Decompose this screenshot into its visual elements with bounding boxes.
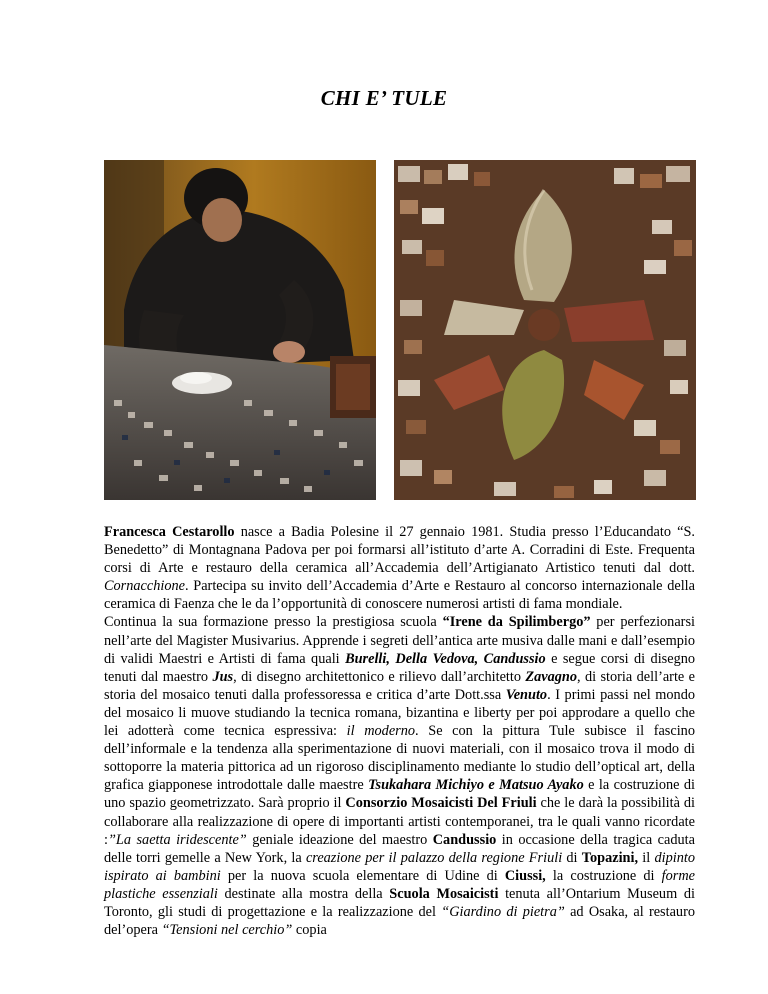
text-run-bold-italic: Matsuo Ayako	[499, 777, 584, 794]
text-run: di	[562, 849, 582, 866]
text-run: per la nuova scuola elementare di Udine di	[220, 867, 505, 884]
text-run: il	[638, 849, 655, 866]
text-run: che le darà la possibilità di collaborare alla realizzazione di opere di importanti artisti contemporanei, tra le quali vanno ricordate :	[104, 795, 696, 848]
text-run-bold-italic: e	[483, 777, 500, 794]
text-run-bold: Consorzio Mosaicisti Del Friuli	[345, 795, 537, 812]
text-run-italic: forme plastiche essenziali	[104, 867, 695, 902]
biography-paragraph-1	[104, 523, 695, 613]
text-run-bold-italic: ,	[474, 650, 484, 667]
text-run-italic: Cornacchione	[104, 578, 185, 595]
text-run-bold-italic: Della Vedova	[395, 650, 475, 667]
text-run: per perfezionarsi nell’arte del Magister Musivarius. Apprende i segreti dell’antica arte musiva dalle mani e dall’esempio di validi Maestri e Artisti di fama quali	[104, 614, 695, 667]
artist-working-on-mosaic-photo	[104, 160, 376, 500]
biography-paragraph-2	[104, 613, 695, 939]
text-run-bold: Ciussi,	[504, 867, 546, 884]
text-run-bold-italic: Burelli	[345, 650, 387, 667]
text-run: copia	[292, 922, 327, 939]
stone-mosaic-detail-photo	[394, 160, 696, 500]
text-run-italic: “Giardino di pietra”	[441, 903, 565, 920]
text-run: e segue corsi di disegno tenuti dal maestro	[104, 650, 696, 685]
text-run-bold-italic: Jus	[212, 668, 234, 685]
text-run: . I primi passi nel mondo del mosaico li muove studiando la tecnica romana, bizantina e liberty per poi approdare a quello che lei adotterà come tecnica espressiva:	[104, 686, 695, 740]
text-run: , di disegno architettonico e rilievo dall’architetto	[233, 668, 526, 685]
text-run-bold-italic: Venuto	[505, 686, 548, 703]
text-run-bold-italic: Zavagno	[525, 668, 578, 685]
text-run-italic: il moderno	[346, 723, 416, 740]
text-run-bold-italic: Tsukahara Michiyo	[368, 777, 484, 794]
text-run: in occasione della tragica caduta delle torri gemelle a New York, la	[104, 831, 695, 866]
text-run: ad Osaka, al restauro del’opera	[104, 903, 695, 939]
page-title: CHI E’ TULE	[320, 86, 448, 110]
text-run: tenuta all’Ontarium Museum di Toronto, gli studi di progettazione e la realizzazione del	[104, 885, 695, 920]
text-run-bold-italic: ,	[386, 650, 396, 667]
text-run-italic: ”La saetta iridescente”	[107, 831, 247, 848]
text-run: nasce a Badia Polesine il 27 gennaio 1981. Studia presso l’Educandato “S. Benedetto” di Montagnana Padova per poi formarsi all’istituto d’arte A. Corradini di Este. Frequenta corsi di Arte e restauro della ceramica all’Accademia dell’Artigianato Artistico tenuti dal dott.	[104, 524, 695, 577]
text-run-italic: dipinto ispirato ai bambini	[104, 849, 695, 884]
text-run: destinate alla mostra della	[217, 885, 390, 902]
text-run: e la costruzione di uno spazio geometrizzato. Sarà proprio il	[104, 777, 695, 812]
text-run-bold: Topazini,	[581, 849, 639, 866]
text-run-bold: “Irene da Spilimbergo”	[442, 614, 591, 631]
biography-text	[104, 523, 695, 939]
text-run: geniale ideazione del maestro	[246, 831, 433, 848]
text-run-italic: “Tensioni nel cerchio”	[161, 922, 293, 939]
text-run: la costruzione di	[545, 867, 662, 884]
text-run-bold: Candussio	[432, 831, 497, 848]
text-run: . Partecipa su invito dell’Accademia d’Arte e Restauro al concorso internazionale della ceramica di Faenza che le da l’opportunità di conoscere numerosi artisti di fama mondiale.	[104, 578, 695, 613]
text-run-bold: Scuola Mosaicisti	[389, 885, 499, 902]
text-run-italic: creazione per il palazzo della regione Friuli	[305, 849, 563, 866]
text-run: Continua la sua formazione presso la prestigiosa scuola	[104, 614, 443, 631]
text-run: . Se con la pittura Tule subisce il fascino dell’informale e la tendenza alla sperimentazione di nuovi materiali, con il mosaico trova il modo di sottoporre la materia pittorica ad un rigoroso disciplinamento mediante lo studio dell’optical art, della grafica giapponese introdottale dalle maestre	[104, 723, 695, 794]
artist-name: Francesca Cestarollo	[104, 524, 235, 540]
text-run: , di storia dell’arte e storia del mosaico tenuti dalla professoressa e critica d’arte Dott.ssa	[104, 668, 695, 703]
text-run-bold-italic: Candussio	[483, 650, 546, 667]
